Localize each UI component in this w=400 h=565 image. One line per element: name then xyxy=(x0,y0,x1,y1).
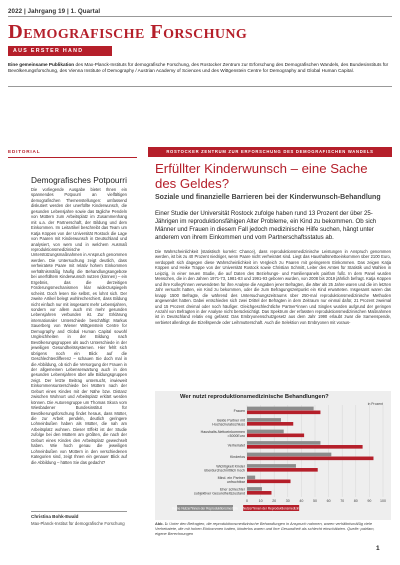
figure-caption xyxy=(155,521,387,536)
category-label: Haushalts-Nettoeinkommen xyxy=(200,430,245,435)
sidebar-author: Christina Bohk-Ewald xyxy=(31,514,79,519)
bar xyxy=(247,441,320,445)
article-subtitle: Soziale und finanzielle Barrieren bei der Kinderwunsch-Behandlung xyxy=(155,194,381,201)
bar xyxy=(247,418,281,422)
category-label: subjektiver Gesundheitszustand xyxy=(194,491,245,496)
bar xyxy=(247,464,296,468)
x-tick-label: 80 xyxy=(353,499,358,503)
bar xyxy=(247,476,255,480)
x-tick-label: 100 xyxy=(380,499,386,503)
caption-text: Unter den Befragten, die reproduktionsmedizinische Behandlungen in Anspruch nahmen, waren verhältnismäßig viele Verheiratete, die mit hohen Einkommen hatten, kinderlos waren und ihre Gesundheit als schlecht einschätzten. Quelle: pairfam, eigene Berechnungen xyxy=(155,521,375,536)
x-tick-label: 50 xyxy=(313,499,317,503)
header-rule xyxy=(8,16,392,17)
caption-label: Abb. 1: xyxy=(155,521,169,526)
article-body: Die Wahrscheinlichkeit (statistisch korrekt: Chance), dass reproduktionsmedizinische Leistungen in Anspruch genommen werden, ist bis zu 40 Prozent niedriger, wenn Paare nicht verheiratet sind. Liegt das Haushaltsnettoeinkommen über 2100 Euro, verdoppelt sich dagegen diese Wahrscheinlichkeit im Vergleich zu Paaren mit geringerem Einkommen. Das zeigen Katja Köppen und Heike Trappe von der Universität Rostock sowie Christian Schmitt, Leiter des Amtes für Statistik und Wahlen in Leipzig, in einer neuen Studie, die auf Daten des Beziehungs- und Familienpanels pairfam fußt. In dem Panel wurden Menschen, die in den Jahren 1971-73, 1981-83 und 1991-93 geboren wurden, von 2008 bis 2019 jährlich befragt. Katja Köppen und ihre Kolleg*innen verwendeten für ihre Analyse die Angaben jener Befragten, die älter als 25 Jahre waren und die im letzten Jahr versucht hatten, ein Kind zu bekommen, oder die zum Befragungszeitpunkt ein Kind erwarteten. Insgesamt waren das knapp 1500 Befragte, die während des Untersuchungszeitraums über 250-mal reproduktionsmedizinische Methoden angewendet hatten. Dabei entschieden sich zwei Drittel der Befragten in dem Zeitraum nur einmal dafür, 21 Prozent zweimal und 15 Prozent dreimal oder noch häufiger. Gleichgeschlechtliche Partner*innen und Singles wurden aufgrund der geringen Anzahl von Befragten in der Analyse nicht berücksichtigt. Das Spektrum der erfassten reproduktionsmedizinischen Maßnahmen ist in Deutschland relativ eng gefasst: Das Embryonenschutzgesetz aus dem Jahr 1990 erlaubt zwar die Samenspende, verbietet allerdings die Eizellspende oder Leihmutterschaft. Auch die Selektion von Embryonen mit voraus- xyxy=(155,249,391,325)
bar xyxy=(247,457,373,461)
article-strip: ROSTOCKER ZENTRUM ZUR ERFORSCHUNG DES DEMOGRAFISCHEN WANDELS xyxy=(148,147,392,157)
x-tick-label: 10 xyxy=(258,499,263,503)
chart-title: Wer nutzt reproduktionsmedizinische Behandlungen? xyxy=(180,394,329,400)
bar xyxy=(247,407,314,411)
article-title: Erfüllter Kinderwunsch – eine Sache des Geldes? xyxy=(155,161,368,192)
bar xyxy=(247,468,318,472)
category-label: unfruchtbar xyxy=(226,480,245,484)
x-tick-label: 70 xyxy=(340,499,345,503)
bar xyxy=(247,487,262,491)
intro-lead: Eine gemeinsame Publikation xyxy=(8,62,75,67)
category-label: >3000Euro xyxy=(227,434,245,438)
sidebar-affiliation: Max-Planck-Institut für demografische Forschung xyxy=(31,521,125,526)
category-label: Wichtigkeit Kinder xyxy=(216,464,245,469)
x-tick-label: 90 xyxy=(367,499,372,503)
category-label: überdurchschnittlich hoch xyxy=(204,468,245,473)
intro-rule xyxy=(8,86,392,87)
bar xyxy=(247,491,271,495)
category-label: Eher schlechter xyxy=(220,487,245,492)
legend-label: Nutzer*innen der Reproduktionsmedizin xyxy=(242,506,300,511)
bar xyxy=(247,434,304,438)
subhead-banner: AUS ERSTER HAND xyxy=(8,46,112,56)
bar xyxy=(247,430,284,434)
article-lede: Einer Studie der Universität Rostock zufolge haben rund 13 Prozent der über 25-Jährigen im reproduktionsfähigen Alter Probleme, ein Kind zu bekommen. Ob sich Männer und Frauen in diesem Fall jedoch medizinische Hilfe suchen, hängt unter anderem von ihrem Einkommen und vom Partnerschaftsstatus ab. xyxy=(155,210,377,241)
bar xyxy=(247,411,320,415)
x-axis-label: in Prozent xyxy=(367,402,383,406)
x-tick-label: 30 xyxy=(285,499,290,503)
publisher-intro xyxy=(8,62,392,74)
x-tick-label: 20 xyxy=(272,499,277,503)
bar-chart xyxy=(155,402,391,520)
sidebar-rule xyxy=(8,157,137,158)
category-label: Beide Partner mit xyxy=(217,418,245,423)
sidebar-label: EDITORIAL xyxy=(8,149,41,154)
category-label: Verheiratet xyxy=(227,443,245,448)
category-label: Mind. ein Partner xyxy=(217,476,245,481)
category-label: Kinderlos xyxy=(230,455,245,460)
author-rule xyxy=(31,511,127,512)
intro-text: des Max-Planck-Instituts für demografische Forschung, des Rostocker Zentrum zur Erforschung des Demografischen Wandels, des Bundesinstituts für Bevölkerungsforschung, des Vienna Institute of Demography / Austrian Academy of Sciences und des Wittgenstein Centre for Demography and Global Human Capital. xyxy=(8,62,389,74)
x-tick-label: 40 xyxy=(299,499,304,503)
bar xyxy=(247,422,293,426)
page-number: 1 xyxy=(376,545,380,552)
legend-label: Keine Nutzer*innen der Reproduktionsmedizin xyxy=(172,506,238,511)
category-label: Hochschulabschluss xyxy=(212,422,245,427)
masthead: Demografische Forschung xyxy=(8,21,248,43)
category-label: Frauen xyxy=(233,409,245,414)
sidebar-text: Die vorliegende Ausgabe bietet Ihnen ein spannendes Potpourri an vielfältigen demografischen Themenstellungen: umfassend diskutiert werden der unerfüllte Kinderwunsch, die gesunden Lebensjahre sowie das tägliche Pendeln von Müttern zum Arbeitsplatz im Zusammenhang mit u.a. der Partnerschaft, der Bildung und dem Einkommen. Im Leitartikel beschreibt das Team um Katja Köppen von der Universität Rostock die Lage von Paaren mit Kinderwunsch in Deutschland und analysiert, von wem und in welchem Ausmaß reproduktionsmedizinische Unterstützungsmaßnahmen in Anspruch genommen werden. Die Untersuchung zeigt deutlich, dass verheiratete Paare mit relativ hohem Einkommen verhältnismäßig häufig die Behandlungsangebote bei unerfülltem Kinderwunsch nutzen (können) – ein Ergebnis, das die derzeitigen Förderungsmechanismen klar widerzuspiegeln scheint. Doch lesen Sie selbst, es lohnt sich. Der zweite Artikel belegt wohlrecherchiert, dass Bildung nicht einfach nur mit insgesamt mehr Lebensjahren, sondern vor allem auch mit mehr gesunden Lebensjahren verbunden ist. Zur Erklärung internationaler Unterschiede beschäftigt Markus Sauerberg von Wiener Wittgenstein Centre for Demography and Global Human Capital sowohl Ungleichheiten in der Bildung nach Bevölkerungsgruppen als auch Unterschiede in der jeweiligen Gesundheitssystemen. Hier fehlt sich übrigens noch ein Blick auf die Geschlechterdifferenz – schauen Sie doch mal in die Abbildung, ob sich die Versorgung der Frauen in der allgemeinen Lebenserwartung auch in den gesunden Lebensjahren über alle Bildungsgruppen zeigt. Der letzte Beitrag untersucht, inwieweit Einkommensunterschiede bei Müttern nach der Geburt eines Kindes mit der Nähe bzw. Distanz zwischen Wohnort und Arbeitsplatz erklärt werden können. Die Autorengruppe um Thomas Skora vom Wiesbadener Bundesinstitut für Bevölkerungsforschung findet heraus, dass Mütter, die zur Arbeit pendeln, deutlich geringere Lohneinbußen haben als Mütter, die nah am Arbeitsplatz wohnen. Dieser Effekt ist der Studie zufolge bei den Müttern am größten, die nach der Geburt eines Kindes den Arbeitsplatz gewechselt haben. Wie hoch genau die jeweiligen Lohneinbußen von Müttern in den verschiedenen Kategorien sind, zeigt Ihnen ein genauer Blick auf die Abbildung – hätten Sie das gedacht? xyxy=(31,187,127,465)
sidebar-title: Demografisches Potpourri xyxy=(31,175,127,185)
bar xyxy=(247,445,363,449)
bar xyxy=(247,453,331,457)
x-tick-label: 0 xyxy=(246,499,248,503)
bar xyxy=(247,480,291,484)
x-tick-label: 60 xyxy=(326,499,331,503)
issue-line: 2022 | Jahrgang 19 | 1. Quartal xyxy=(8,8,101,15)
